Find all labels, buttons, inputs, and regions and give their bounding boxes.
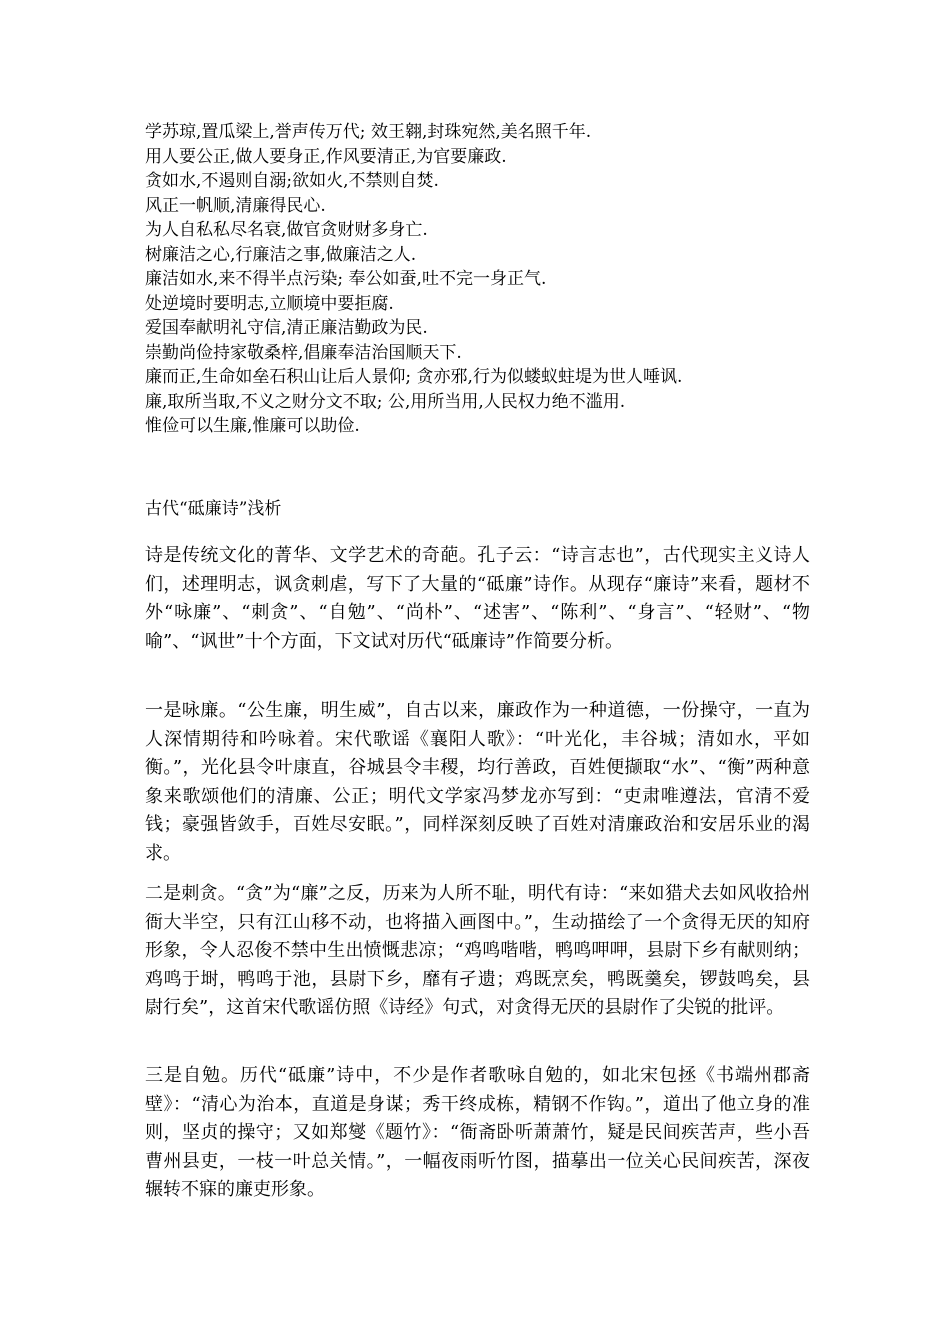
slogan-line: 为人自私私尽名衰,做官贪财财多身亡.: [145, 220, 428, 240]
paragraph-satirize-greed: 二是刺贪。“贪”为“廉”之反，历来为人所不耻，明代有诗：“来如猎犬去如风收拾州衙大半空，只有江山移不动，也将描入画图中。”，生动描绘了一个贪得无厌的知府形象，令人忍俊不禁中生出愤慨悲凉；“鸡鸣喈喈，鸭鸣呷呷，县尉下乡有献则纳；鸡鸣于埘，鸭鸣于池，县尉下乡，靡有孑遗；鸡既烹矣，鸭既羹矣，锣鼓鸣矣，县尉行矣”，这首宋代歌谣仿照《诗经》句式，对贪得无厌的县尉作了尖锐的批评。: [145, 883, 810, 1018]
slogan-line: 爱国奉献明礼守信,清正廉洁勤政为民.: [145, 318, 428, 338]
slogan-line: 用人要公正,做人要身正,作风要清正,为官要廉政.: [145, 146, 507, 167]
slogan-line: 风正一帆顺,清廉得民心.: [145, 195, 326, 216]
paragraph-intro: 诗是传统文化的菁华、文学艺术的奇葩。孔子云：“诗言志也”，古代现实主义诗人们，述理明志，讽贪刺虐，写下了大量的“砥廉”诗作。从现存“廉诗”来看，题材不外“咏廉”、“刺贪”、“自勉”、“尚朴”、“述害”、“陈利”、“身言”、“轻财”、“物喻”、“讽世”十个方面，下文试对历代“砥廉诗”作简要分析。: [145, 545, 810, 652]
slogan-line: 学苏琼,置瓜梁上,誉声传万代; 效王翱,封珠宛然,美名照千年.: [145, 122, 592, 142]
paragraph-self-encouragement: 三是自勉。历代“砥廉”诗中，不少是作者歌咏自勉的，如北宋包拯《书端州郡斋壁》：“清心为治本，直道是身谋；秀干终成栋，精钢不作钩。”，道出了他立身的准则，坚贞的操守；又如郑燮《题竹》：“衙斋卧听萧萧竹，疑是民间疾苦声，些小吾曹州县吏，一枝一叶总关情。”，一幅夜雨听竹图，描摹出一位关心民间疾苦，深夜辗转不寐的廉吏形象。: [145, 1065, 810, 1200]
section-title: 古代“砥廉诗”浅析: [145, 499, 282, 519]
paragraph-praise-integrity: 一是咏廉。“公生廉，明生威”，自古以来，廉政作为一种道德，一份操守，一直为人深情期待和吟咏着。宋代歌谣《襄阳人歌》：“叶光化，丰谷城；清如水，平如衡。”，光化县令叶康直，谷城县令丰稷，均行善政，百姓便撷取“水”、“衡”两种意象来歌颂他们的清廉、公正；明代文学家冯梦龙亦写到：“吏肃唯遵法，官清不爱钱；豪强皆敛手，百姓尽安眠。”，同样深刻反映了百姓对清廉政治和安居乐业的渴求。: [145, 700, 810, 864]
slogan-list: [145, 120, 810, 439]
slogan-line: 贪如水,不遏则自溺;欲如火,不禁则自焚.: [145, 171, 439, 191]
slogan-line: 廉而正,生命如垒石积山让后人景仰; 贪亦邪,行为似蝼蚁蛀堤为世人唾讽.: [145, 367, 683, 387]
slogan-line: 廉洁如水,来不得半点污染; 奉公如蚕,吐不完一身正气.: [145, 269, 547, 289]
slogan-line: 树廉洁之心,行廉洁之事,做廉洁之人.: [145, 244, 417, 265]
slogan-line: 崇勤尚俭持家敬桑梓,倡廉奉洁治国顺天下.: [145, 342, 462, 363]
slogan-line: 处逆境时要明志,立顺境中要拒腐.: [145, 293, 394, 314]
slogan-line: 惟俭可以生廉,惟廉可以助俭.: [145, 416, 360, 436]
slogan-line: 廉,取所当取,不义之财分文不取; 公,用所当用,人民权力绝不滥用.: [145, 391, 626, 412]
